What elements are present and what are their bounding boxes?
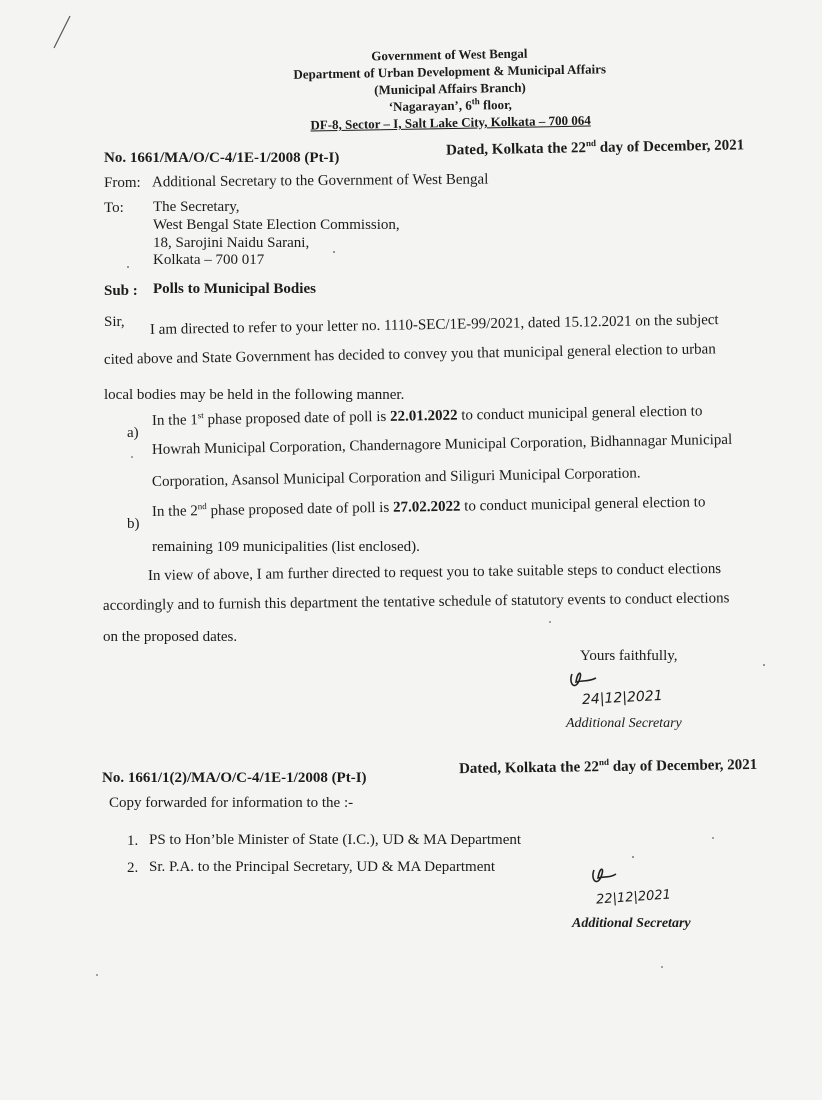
- signature-1-date: 24|12|2021: [581, 687, 664, 709]
- para2-line1: In view of above, I am further directed to request you to take suitable steps to conduct elections: [147, 560, 722, 584]
- item-a-line2: Howrah Municipal Corporation, Chandernagore Municipal Corporation, Bidhannagar Municipal: [151, 431, 733, 458]
- memo-date: Dated, Kolkata the 22nd day of December, 2021: [445, 137, 745, 159]
- letterhead-address: DF-8, Sector – I, Salt Lake City, Kolkata – 700 064: [310, 112, 591, 133]
- item-b-date: 27.02.2022: [392, 498, 461, 516]
- signature-1-designation: Additional Secretary: [566, 716, 682, 731]
- item-a-line3: Corporation, Asansol Municipal Corporation and Siliguri Municipal Corporation.: [151, 465, 641, 490]
- to-line-4: Kolkata – 700 017: [153, 252, 265, 268]
- para1-line1: I am directed to refer to your letter no. 1110-SEC/1E-99/2021, dated 15.12.2021 on the subject: [149, 312, 719, 338]
- letterhead-line2: Department of Urban Development & Municipal Affairs: [293, 61, 607, 82]
- letterhead-line4: ‘Nagarayan’, 6th floor,: [388, 96, 512, 115]
- recipient-1-text: PS to Hon’ble Minister of State (I.C.), UD & MA Department: [149, 832, 522, 848]
- item-a-date: 22.01.2022: [389, 407, 458, 425]
- copy-memo-number: No. 1661/1(2)/MA/O/C-4/1E-1/2008 (Pt-I): [102, 770, 367, 786]
- from-text: Additional Secretary to the Government of West Bengal: [151, 171, 489, 191]
- recipient-2-text: Sr. P.A. to the Principal Secretary, UD & MA Department: [149, 859, 496, 875]
- item-a-marker: a): [127, 425, 139, 441]
- to-label: To:: [104, 200, 124, 216]
- para1-line3: local bodies may be held in the following manner.: [104, 387, 405, 403]
- signature-2-date: 22|12|2021: [595, 887, 672, 908]
- to-line-2: West Bengal State Election Commission,: [153, 217, 400, 233]
- copy-intro: Copy forwarded for information to the :-: [109, 795, 354, 811]
- closing: Yours faithfully,: [580, 648, 678, 664]
- recipient-1-num: 1.: [127, 833, 139, 849]
- letterhead-line1: Government of West Bengal: [371, 45, 528, 64]
- para2-line2: accordingly and to furnish this department the tentative schedule of statutory events to conduct elections: [102, 590, 730, 614]
- signature-2-designation: Additional Secretary: [572, 916, 691, 931]
- item-b-marker: b): [127, 516, 140, 532]
- subject-label: Sub :: [104, 283, 138, 299]
- memo-number: No. 1661/MA/O/C-4/1E-1/2008 (Pt-I): [104, 150, 340, 166]
- salutation: Sir,: [104, 314, 125, 330]
- letterhead-line3: (Municipal Affairs Branch): [374, 79, 526, 98]
- item-a-line1: In the 1st phase proposed date of poll is 22.01.2022 to conduct municipal general election to: [151, 403, 703, 429]
- copy-memo-date: Dated, Kolkata the 22nd day of December, 2021: [458, 756, 758, 778]
- from-label: From:: [104, 175, 141, 191]
- para1-line2: cited above and State Government has decided to convey you that municipal general election to urban: [103, 341, 716, 368]
- para2-line3: on the proposed dates.: [103, 629, 238, 645]
- to-line-1: The Secretary,: [153, 199, 240, 215]
- subject-text: Polls to Municipal Bodies: [153, 281, 316, 297]
- item-b-line2: remaining 109 municipalities (list enclosed).: [152, 539, 420, 555]
- item-b-line1: In the 2nd phase proposed date of poll is 27.02.2022 to conduct municipal general election to: [151, 494, 706, 520]
- to-line-3: 18, Sarojini Naidu Sarani,: [153, 235, 310, 251]
- recipient-2-num: 2.: [127, 860, 139, 876]
